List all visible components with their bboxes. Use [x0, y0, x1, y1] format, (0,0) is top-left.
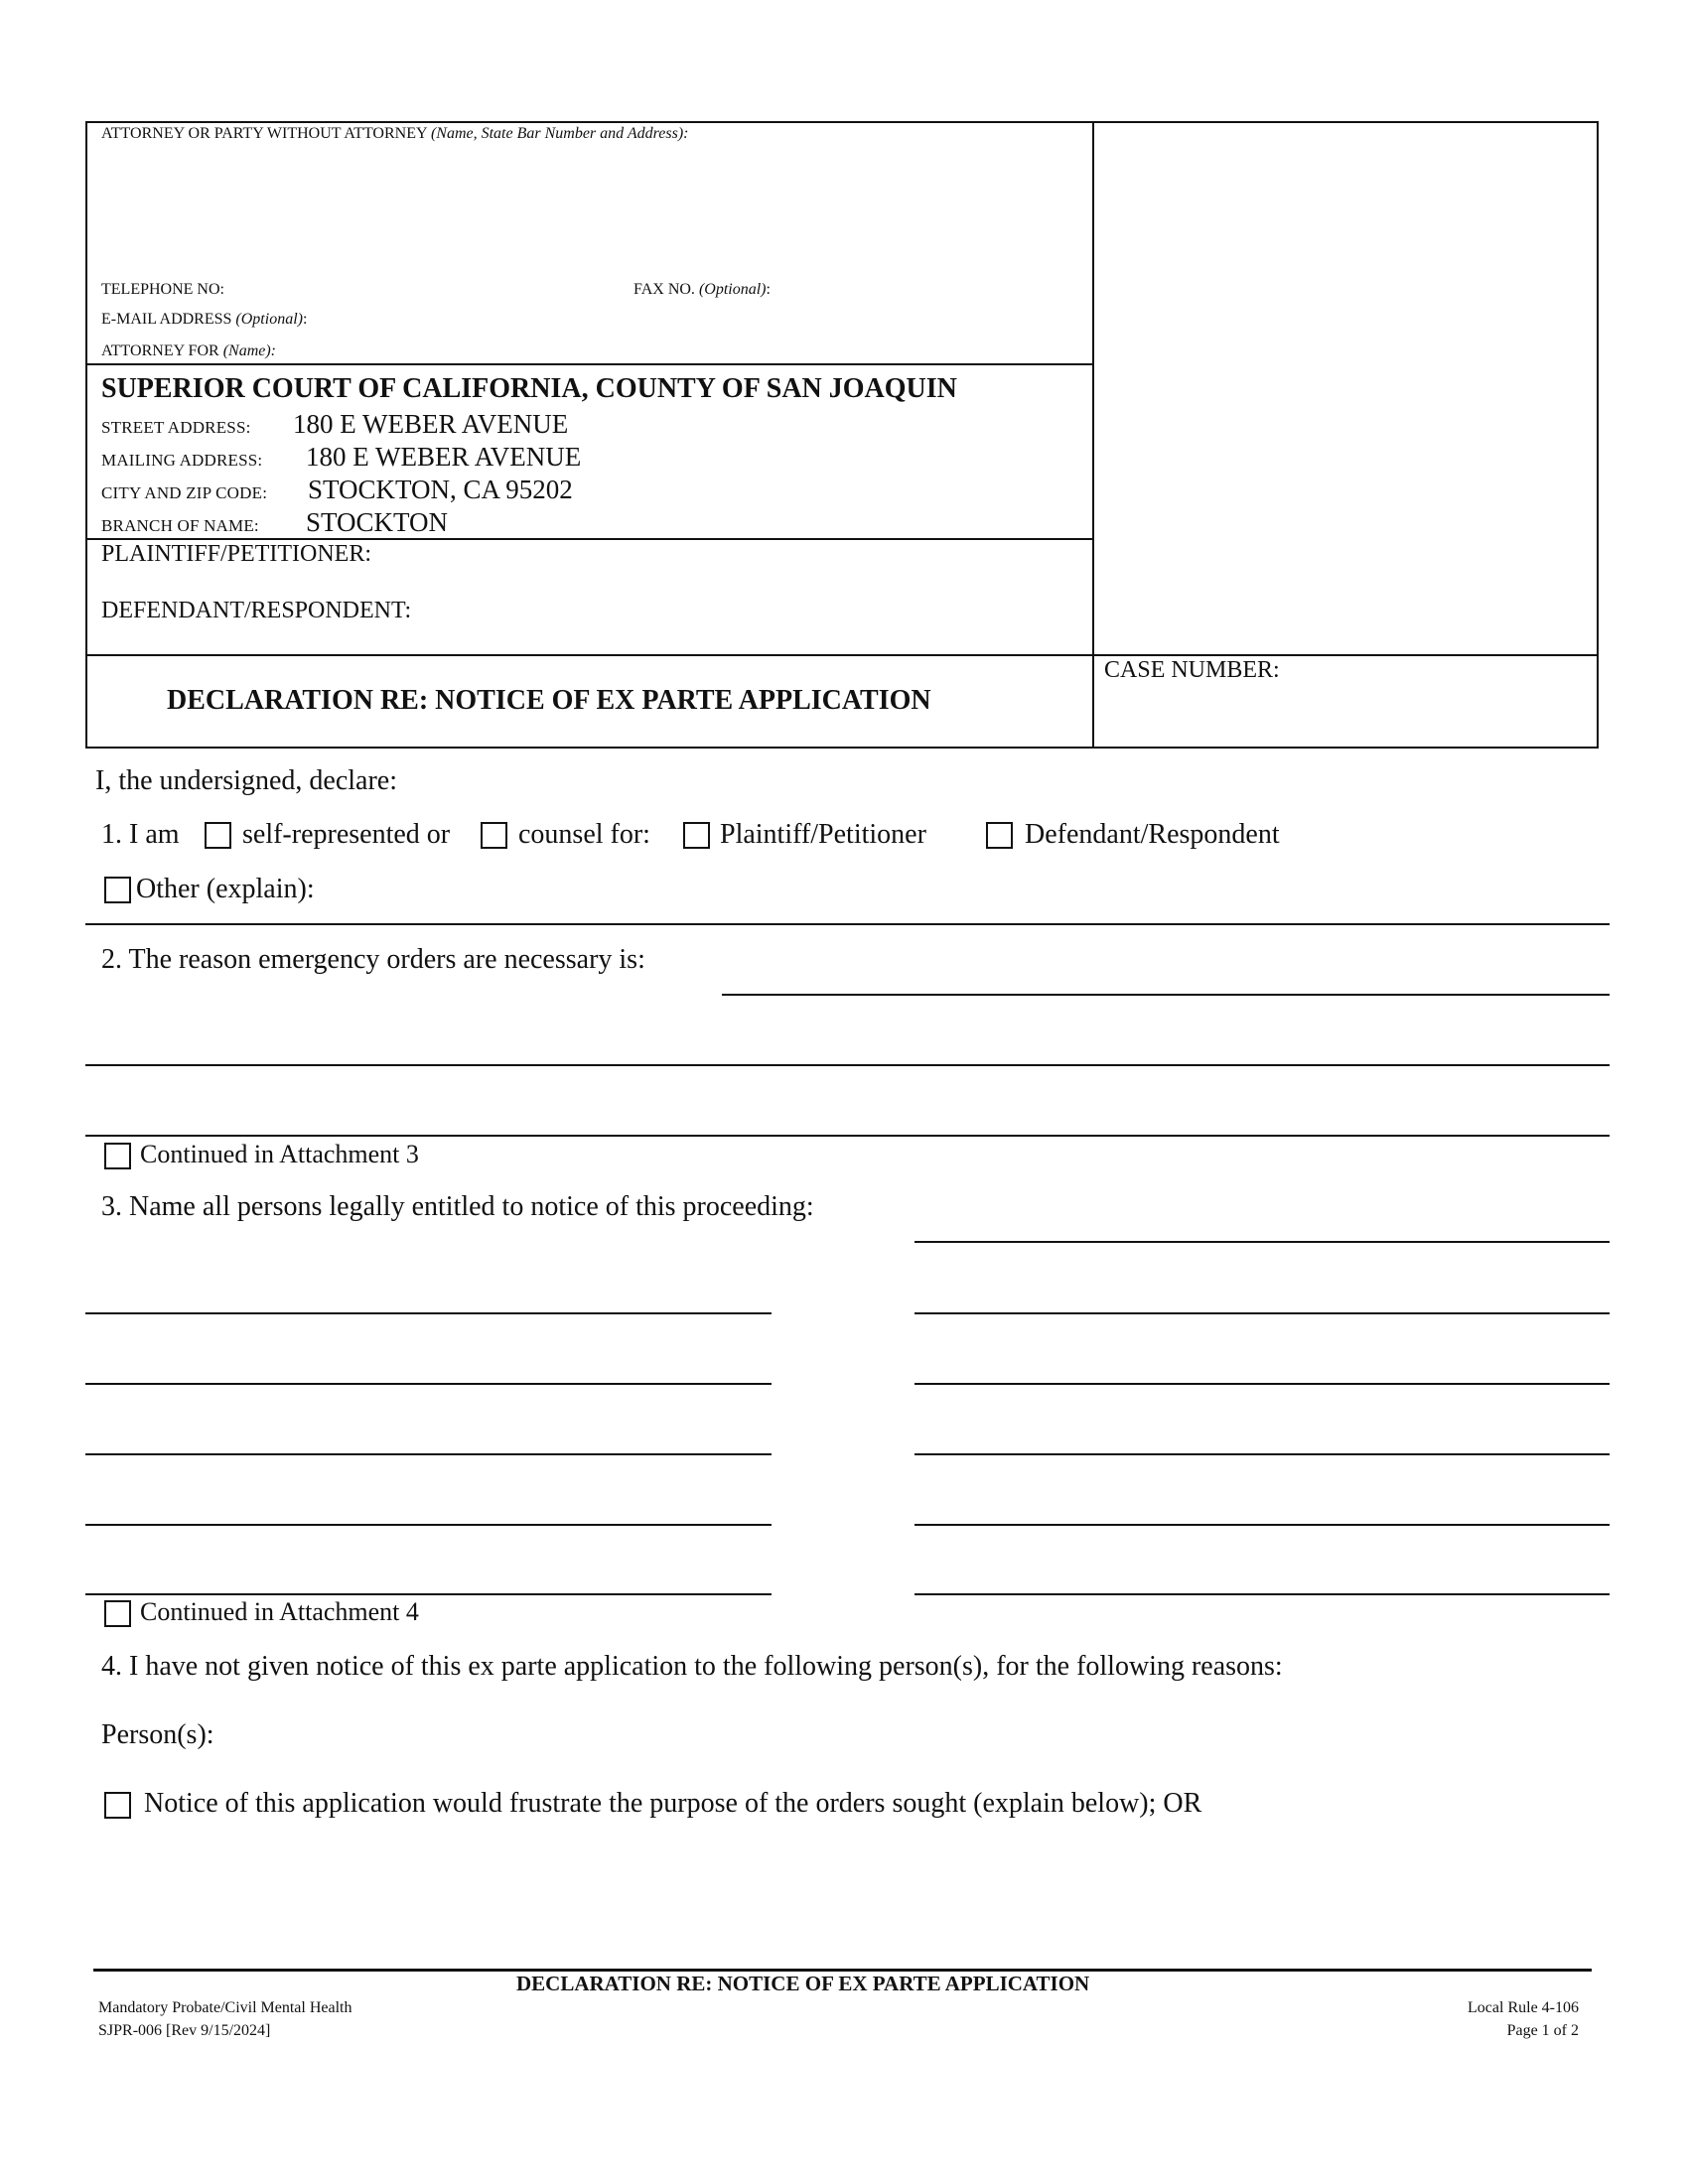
item2-line-1[interactable]: [722, 994, 1610, 996]
item3-right-line-6[interactable]: [914, 1593, 1610, 1595]
counsel-checkbox[interactable]: [481, 822, 507, 849]
frustrate-purpose-label: Notice of this application would frustrate the purpose of the orders sought (explain below); OR: [144, 1788, 1202, 1819]
defendant-option-label: Defendant/Respondent: [1025, 819, 1280, 850]
attorney-section-divider: [85, 363, 1094, 365]
footer-right-2: Page 1 of 2: [1506, 2022, 1579, 2039]
email-field-label: E-MAIL ADDRESS (Optional):: [101, 311, 308, 328]
footer-title: DECLARATION RE: NOTICE OF EX PARTE APPLICATION: [516, 1972, 1090, 1995]
continued-attachment-4-checkbox[interactable]: [104, 1600, 131, 1627]
mailing-address-value: 180 E WEBER AVENUE: [306, 442, 582, 472]
attorney-field-label: [101, 125, 688, 143]
defendant-label: DEFENDANT/RESPONDENT:: [101, 598, 412, 623]
attorney-label: ATTORNEY OR PARTY WITHOUT ATTORNEY: [101, 125, 427, 142]
branch-value: STOCKTON: [306, 507, 449, 537]
self-represented-checkbox[interactable]: [205, 822, 231, 849]
frustrate-purpose-checkbox[interactable]: [104, 1792, 131, 1819]
form-title: DECLARATION RE: NOTICE OF EX PARTE APPLICATION: [167, 685, 931, 716]
fax-field-label: FAX NO. (Optional):: [633, 281, 771, 298]
item1-rule: [85, 923, 1610, 925]
city-zip-value: STOCKTON, CA 95202: [308, 475, 573, 504]
telephone-label: TELEPHONE NO:: [101, 281, 224, 298]
item3-right-line-5[interactable]: [914, 1524, 1610, 1526]
item1-prefix: 1. I am: [101, 819, 180, 850]
plaintiff-checkbox[interactable]: [683, 822, 710, 849]
attorney-for-label: ATTORNEY FOR: [101, 342, 219, 359]
item2-text: 2. The reason emergency orders are necessary is:: [101, 944, 645, 975]
continued-attachment-3-checkbox[interactable]: [104, 1143, 131, 1169]
city-zip-label: CITY AND ZIP CODE:: [101, 483, 268, 502]
item2-line-2[interactable]: [85, 1064, 1610, 1066]
court-section-divider: [85, 538, 1094, 540]
plaintiff-option-label: Plaintiff/Petitioner: [720, 819, 926, 850]
item3-left-line-3[interactable]: [85, 1453, 772, 1455]
item3-right-line-4[interactable]: [914, 1453, 1610, 1455]
branch-label: BRANCH OF NAME:: [101, 516, 259, 535]
attorney-for-field-label: [101, 342, 276, 360]
other-label: Other (explain):: [136, 874, 315, 904]
plaintiff-label: PLAINTIFF/PETITIONER:: [101, 541, 371, 567]
email-label: E-MAIL ADDRESS: [101, 311, 232, 328]
continued-attachment-3-label: Continued in Attachment 3: [140, 1140, 419, 1168]
item3-text: 3. Name all persons legally entitled to notice of this proceeding:: [101, 1191, 814, 1222]
case-number-label: CASE NUMBER:: [1104, 657, 1280, 683]
item3-right-line-2[interactable]: [914, 1312, 1610, 1314]
court-name: SUPERIOR COURT OF CALIFORNIA, COUNTY OF SAN JOAQUIN: [101, 373, 957, 404]
footer-left-1: Mandatory Probate/Civil Mental Health: [98, 1999, 352, 2016]
attorney-hint: (Name, State Bar Number and Address):: [430, 125, 689, 142]
street-address-value: 180 E WEBER AVENUE: [293, 409, 569, 439]
other-checkbox[interactable]: [104, 877, 131, 903]
title-section-divider: [85, 654, 1599, 656]
mailing-address-label: MAILING ADDRESS:: [101, 451, 263, 470]
footer-left-2: SJPR-006 [Rev 9/15/2024]: [98, 2022, 271, 2039]
item3-right-line-3[interactable]: [914, 1383, 1610, 1385]
fax-label: FAX NO.: [633, 281, 695, 298]
self-represented-label: self-represented or: [242, 819, 451, 850]
item3-left-line-5[interactable]: [85, 1593, 772, 1595]
item3-left-line-2[interactable]: [85, 1383, 772, 1385]
item3-left-line-1[interactable]: [85, 1312, 772, 1314]
item3-left-line-4[interactable]: [85, 1524, 772, 1526]
attorney-for-hint: (Name):: [222, 342, 276, 359]
fax-hint: (Optional): [698, 281, 767, 298]
footer-right-1: Local Rule 4-106: [1468, 1999, 1579, 2016]
item2-line-3[interactable]: [85, 1135, 1610, 1137]
continued-attachment-4-label: Continued in Attachment 4: [140, 1597, 419, 1626]
defendant-checkbox[interactable]: [986, 822, 1013, 849]
item4-text: 4. I have not given notice of this ex parte application to the following person(s), for the following reasons:: [101, 1651, 1283, 1682]
email-hint: (Optional): [235, 311, 303, 328]
item3-right-line-1[interactable]: [914, 1241, 1610, 1243]
street-address-label: STREET ADDRESS:: [101, 418, 251, 437]
intro-text: I, the undersigned, declare:: [95, 765, 397, 796]
counsel-label: counsel for:: [518, 819, 650, 850]
persons-label: Person(s):: [101, 1719, 214, 1750]
